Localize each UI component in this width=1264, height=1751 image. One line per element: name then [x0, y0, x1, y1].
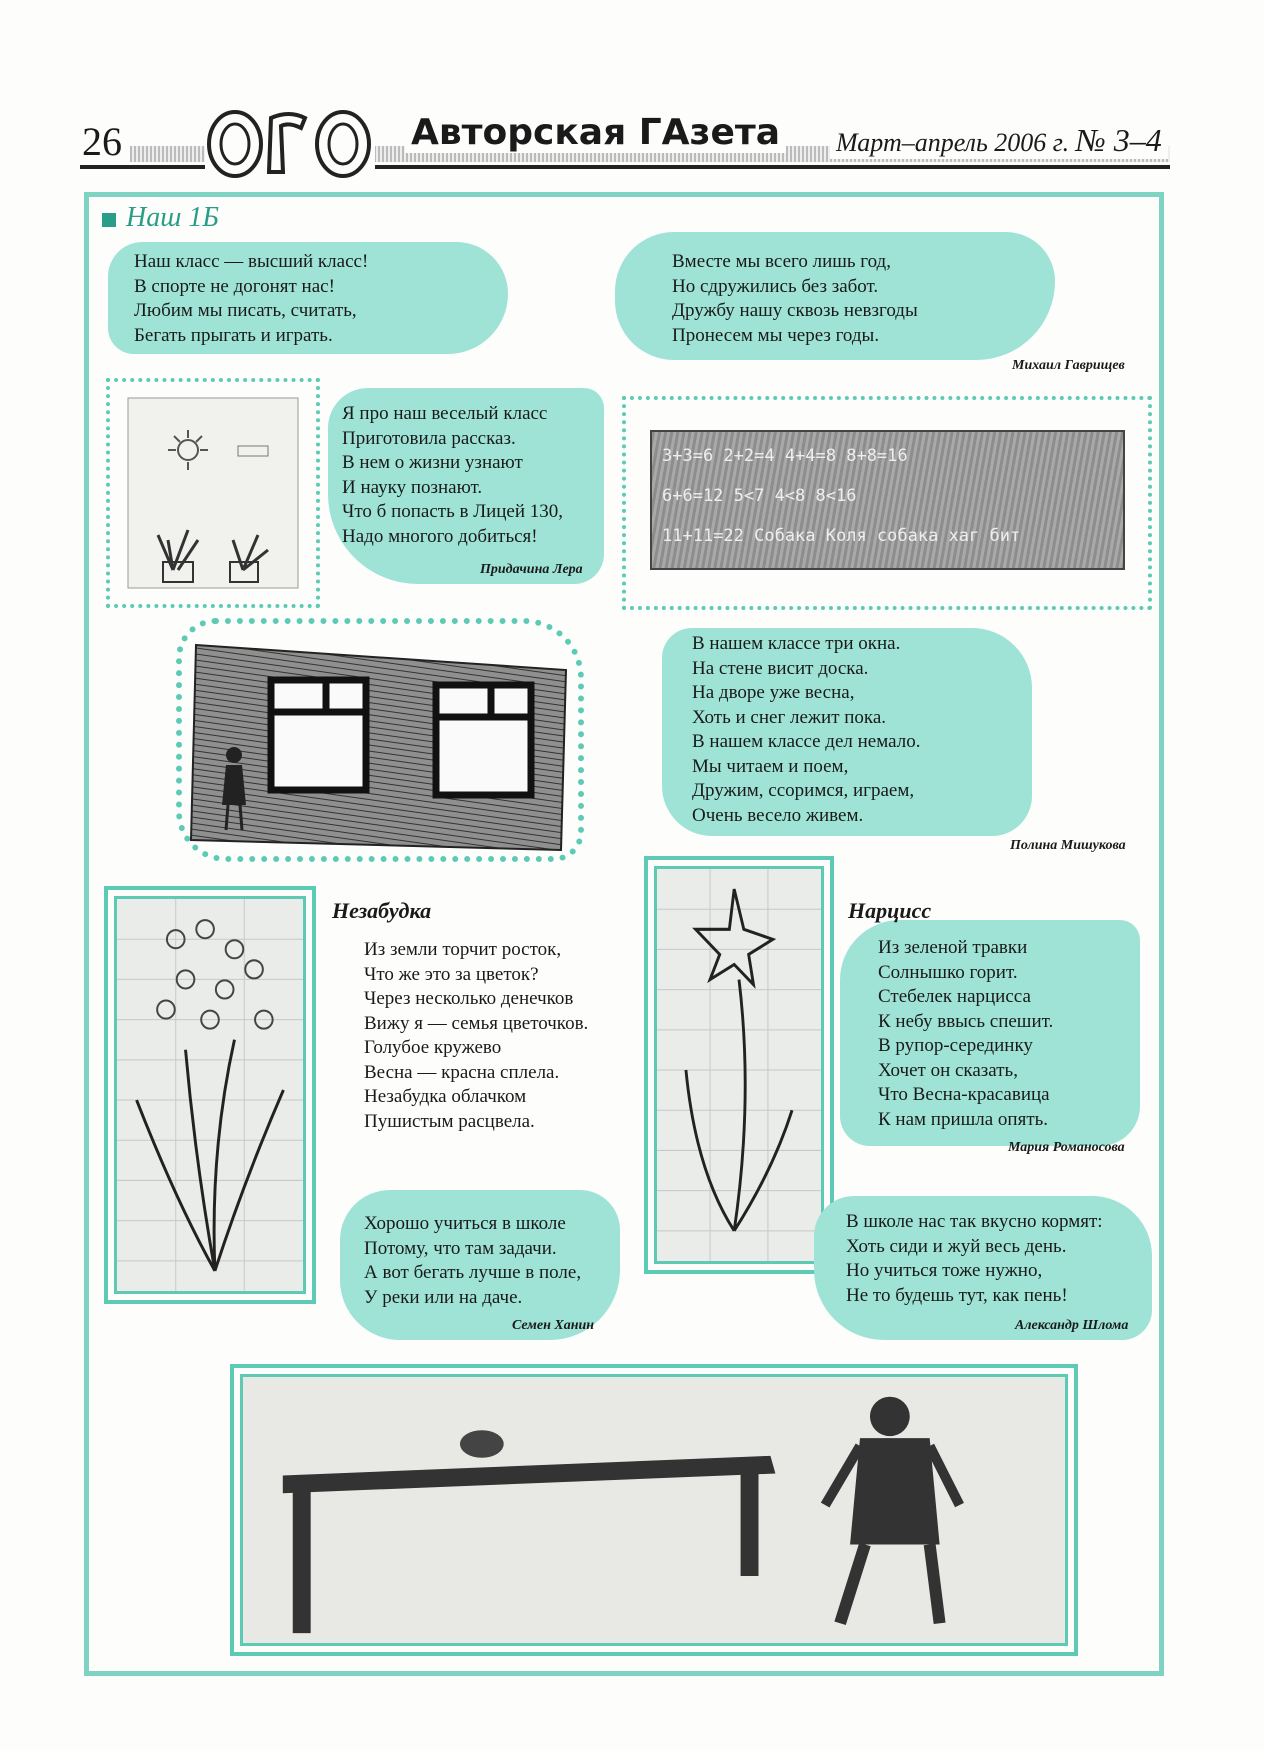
logo-text: АГА — [290, 178, 292, 179]
narcissus-frame — [644, 856, 834, 1274]
windows-drawing — [186, 640, 576, 860]
poem-6-author: Мария Романосова — [1008, 1140, 1125, 1155]
poem-2-author: Михаил Гаврищев — [1012, 358, 1125, 373]
poem-2-text: Вместе мы всего лишь год, Но сдружились без забот. Дружбу нашу сквозь невзгоды Пронесем мы через годы. — [672, 251, 918, 346]
poem-3-author: Придачина Лера — [480, 562, 583, 577]
forget-me-not-drawing — [117, 899, 303, 1291]
poem-8-text: В школе нас так вкусно кормят: Хоть сиди и жуй весь день. Но учиться тоже нужно, Не то будешь тут, как пень! — [846, 1211, 1103, 1306]
issue-date: Март–апрель 2006 г. — [836, 128, 1070, 157]
poem-4-author: Полина Мишукова — [1010, 838, 1126, 853]
brand-title: Авторская ГАзета — [405, 112, 786, 153]
poem-6-title: Нарцисс — [848, 898, 932, 923]
blackboard-row-3: 11+11=22 Собака Коля собака хаг бит — [662, 526, 1021, 546]
table-drawing-inner — [240, 1374, 1068, 1646]
blackboard-drawing — [650, 430, 1125, 570]
logo — [205, 102, 375, 180]
issue-info — [830, 122, 1168, 159]
poem-3-text: Я про наш веселый класс Приготовила рассказ. В нем о жизни узнают И науку познают. Что б попасть в Лицей 130, Надо многого добиться! — [342, 403, 564, 547]
poem-8-author: Александр Шлома — [1015, 1318, 1129, 1333]
table-drawing-frame — [230, 1364, 1078, 1656]
table-drawing — [243, 1377, 1065, 1643]
poem-1-text: Наш класс — высший класс! В спорте не догонят нас! Любим мы писать, считать, Бегать прыгать и играть. — [134, 251, 369, 346]
poem-5-title: Незабудка — [332, 898, 432, 923]
poem-7-text: Хорошо учиться в школе Потому, что там задачи. А вот бегать лучше в поле, У реки или на даче. — [364, 1213, 582, 1308]
poem-5-text: Из земли торчит росток, Что же это за цветок? Через несколько денечков Вижу я — семья цветочков. Голубое кружево Весна — красна сплела. Незабудка облачком Пушистым расцвела. — [364, 939, 589, 1132]
square-bullet-icon — [102, 213, 116, 227]
narcissus-inner — [654, 866, 824, 1264]
poem-6-text: Из зеленой травки Солнышко горит. Стебелек нарцисса К небу ввысь спешит. В рупор-серединку Хочет он сказать, Что Весна-красавица К нам пришла опять. — [878, 937, 1054, 1130]
poem-7-author: Семен Ханин — [512, 1318, 595, 1333]
issue-number: № 3–4 — [1075, 122, 1162, 158]
section-title: Наш 1Б — [102, 202, 219, 234]
forget-me-not-inner — [114, 896, 306, 1294]
forget-me-not-frame — [104, 886, 316, 1304]
page-number: 26 — [82, 119, 122, 164]
flowers-drawing — [118, 390, 308, 596]
poem-4-text: В нашем классе три окна. На стене висит доска. На дворе уже весна, Хоть и снег лежит пока. В нашем классе дел немало. Мы читаем и поем, Дружим, ссоримся, играем, Очень весело живем. — [692, 633, 921, 826]
narcissus-drawing — [657, 869, 821, 1261]
blackboard-row-1: 3+3=6 2+2=4 4+4=8 8+8=16 — [662, 446, 908, 466]
blackboard-row-2: 6+6=12 5<7 4<8 8<16 — [662, 486, 857, 506]
